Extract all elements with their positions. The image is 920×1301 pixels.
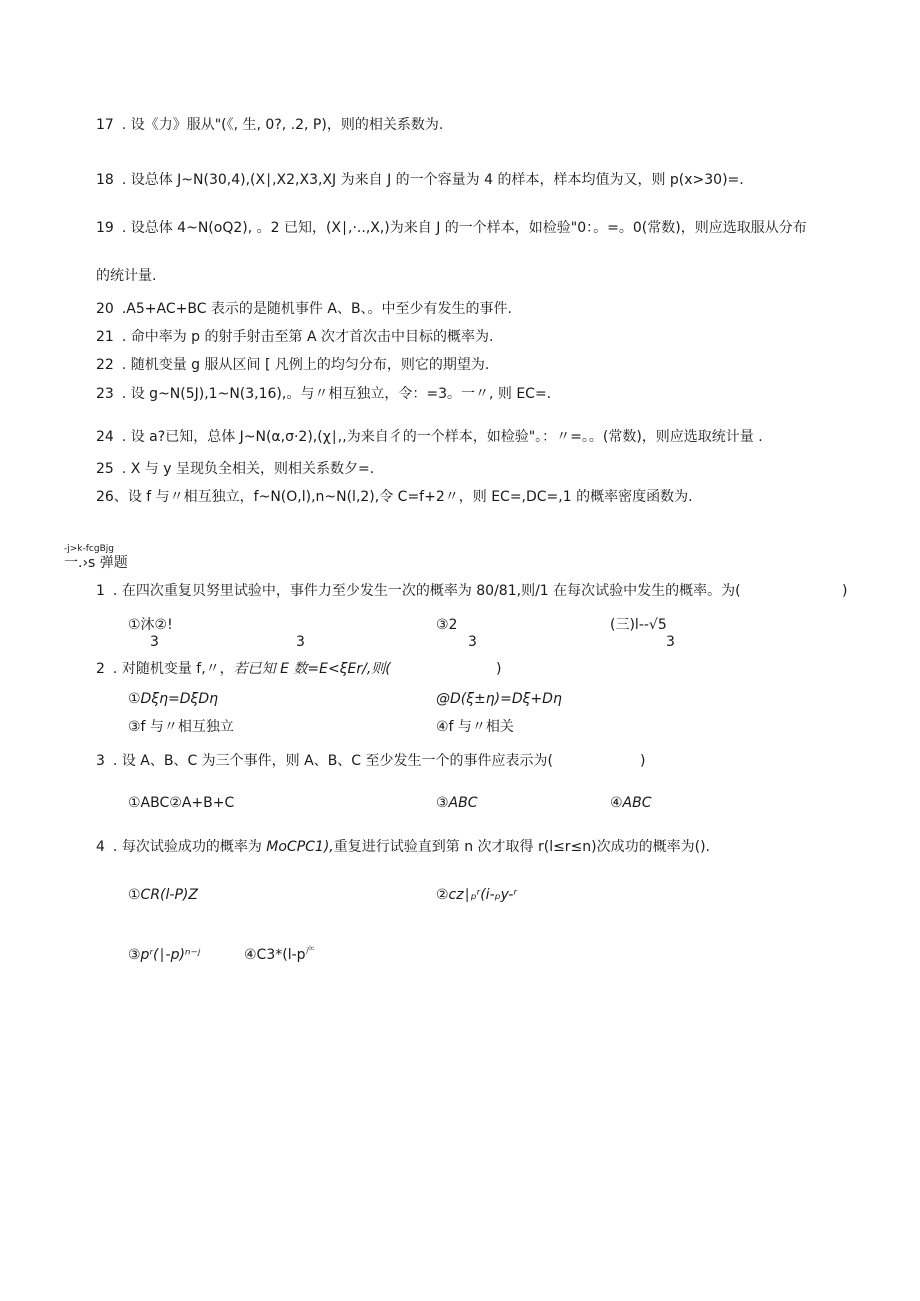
option-d-superscript: 产 xyxy=(305,946,315,957)
question-text: . 每次试验成功的概率为 xyxy=(112,839,262,855)
question-22 xyxy=(96,356,489,374)
option-b[interactable]: @D(ξ±η)=Dξ+Dη xyxy=(436,691,562,707)
question-number: 21 xyxy=(96,329,114,345)
question-text: .A5+AC+BC 表示的是随机事件 A、B、。中至少有发生的事件. xyxy=(121,301,512,317)
choice-question-2 xyxy=(96,660,391,678)
question-number: 24 xyxy=(96,429,114,445)
question-number: 4 xyxy=(96,839,105,855)
question-26 xyxy=(96,488,693,506)
answer-paren-close: ) xyxy=(496,661,502,677)
question-text: . 设 a?已知，总体 J~N(α,σ·2),(χ∣,,为来自彳的一个样本，如检验"。：〃=。。(常数)，则应选取统计量 . xyxy=(121,429,763,445)
choice-question-1 xyxy=(96,582,741,600)
option-b[interactable]: ③ABC xyxy=(436,795,478,811)
option-denominator: 3 xyxy=(666,634,675,650)
question-19 xyxy=(96,219,807,237)
question-number: 1 xyxy=(96,583,105,599)
answer-paren-close: ) xyxy=(640,753,646,769)
option-d[interactable]: ④f 与〃相关 xyxy=(436,719,514,735)
question-23 xyxy=(96,385,551,403)
answer-paren-close: ) xyxy=(842,583,848,599)
option-d-text: ④C3*(l-p xyxy=(244,947,306,963)
option-denominator: 3 xyxy=(150,634,159,650)
option-c[interactable]: ③pʳ(∣-p)ⁿ⁻ʲ xyxy=(128,947,201,963)
question-20 xyxy=(96,300,512,318)
option-c[interactable]: ③f 与〃相互独立 xyxy=(128,719,234,735)
question-24 xyxy=(96,428,763,446)
question-number: 2 xyxy=(96,661,105,677)
option-a[interactable]: ①CR(l-P)Z xyxy=(128,887,198,903)
question-number: 26 xyxy=(96,489,114,505)
question-text: . 在四次重复贝努里试验中，事件力至少发生一次的概率为 80/81,则/1 在每次试验中发生的概率。为( xyxy=(112,583,741,599)
option-c[interactable]: (三)l--√5 xyxy=(610,617,667,633)
question-text: . 设总体 4~N(oQ2), 。2 已知，(X∣,·..,X,)为来自 J 的一个样本，如检验"0：。=。0(常数)，则应选取服从分布 xyxy=(121,220,807,236)
option-d[interactable] xyxy=(244,946,315,964)
choice-question-3 xyxy=(96,752,553,770)
question-number: 19 xyxy=(96,220,114,236)
option-b[interactable]: ②cz∣ₚʳ(i-ₚy-ʳ xyxy=(436,887,518,903)
question-text: . 对随机变量 f,〃， xyxy=(112,661,234,677)
question-text: . 设 A、B、C 为三个事件，则 A、B、C 至少发生一个的事件应表示为( xyxy=(112,753,553,769)
section-title: 一.›s 弹题 xyxy=(64,555,128,571)
question-text: . 命中率为 p 的射手射击至第 A 次才首次击中目标的概率为. xyxy=(121,329,494,345)
question-text: . 随机变量 g 服从区间 [ 凡例上的均匀分布，则它的期望为. xyxy=(121,357,490,373)
question-number: 3 xyxy=(96,753,105,769)
option-c[interactable]: ④ABC xyxy=(610,795,652,811)
option-a[interactable]: ①Dξη=DξDη xyxy=(128,691,218,707)
question-text: . X 与 y 呈现负全相关，则相关系数夕=. xyxy=(121,461,375,477)
option-a[interactable]: ①沐②! xyxy=(128,617,173,633)
option-a[interactable]: ①ABC②A+B+C xyxy=(128,795,235,811)
question-text: 、设 f 与〃相互独立，f~N(O,l),n~N(l,2),令 C=f+2〃，则 EC=,DC=,1 的概率密度函数为. xyxy=(113,489,693,505)
question-text: . 设总体 J~N(30,4),(X∣,X2,X3,XJ 为来自 J 的一个容量为 4 的样本，样本均值为又，则 p(x>30)=. xyxy=(121,172,744,188)
question-18 xyxy=(96,171,744,189)
question-number: 20 xyxy=(96,301,114,317)
question-number: 18 xyxy=(96,172,114,188)
option-denominator: 3 xyxy=(468,634,477,650)
question-text: 的统计量. xyxy=(96,268,157,284)
question-21 xyxy=(96,328,493,346)
question-text-italic: 若已知 E 数=E<ξEr/,则( xyxy=(233,661,391,677)
question-19-continued xyxy=(96,267,156,285)
question-number: 23 xyxy=(96,386,114,402)
question-number: 17 xyxy=(96,117,114,133)
question-text: . 设 g~N(5J),1~N(3,16),。与〃相互独立，令：=3。一〃, 则 EC=. xyxy=(121,386,552,402)
option-denominator: 3 xyxy=(296,634,305,650)
question-number: 25 xyxy=(96,461,114,477)
question-17 xyxy=(96,116,443,134)
question-25 xyxy=(96,460,374,478)
question-number: 22 xyxy=(96,357,114,373)
question-text-italic: MoCPC1), xyxy=(266,839,334,855)
option-b[interactable]: ③2 xyxy=(436,617,458,633)
section-small-label: -j>k-fcgBjg xyxy=(64,544,114,554)
question-text: . 设《力》服从"(《, 生, 0?, .2, P)，则的相关系数为. xyxy=(121,117,444,133)
choice-question-4 xyxy=(96,838,710,856)
question-text: 重复进行试验直到第 n 次才取得 r(l≤r≤n)次成功的概率为(). xyxy=(333,839,711,855)
